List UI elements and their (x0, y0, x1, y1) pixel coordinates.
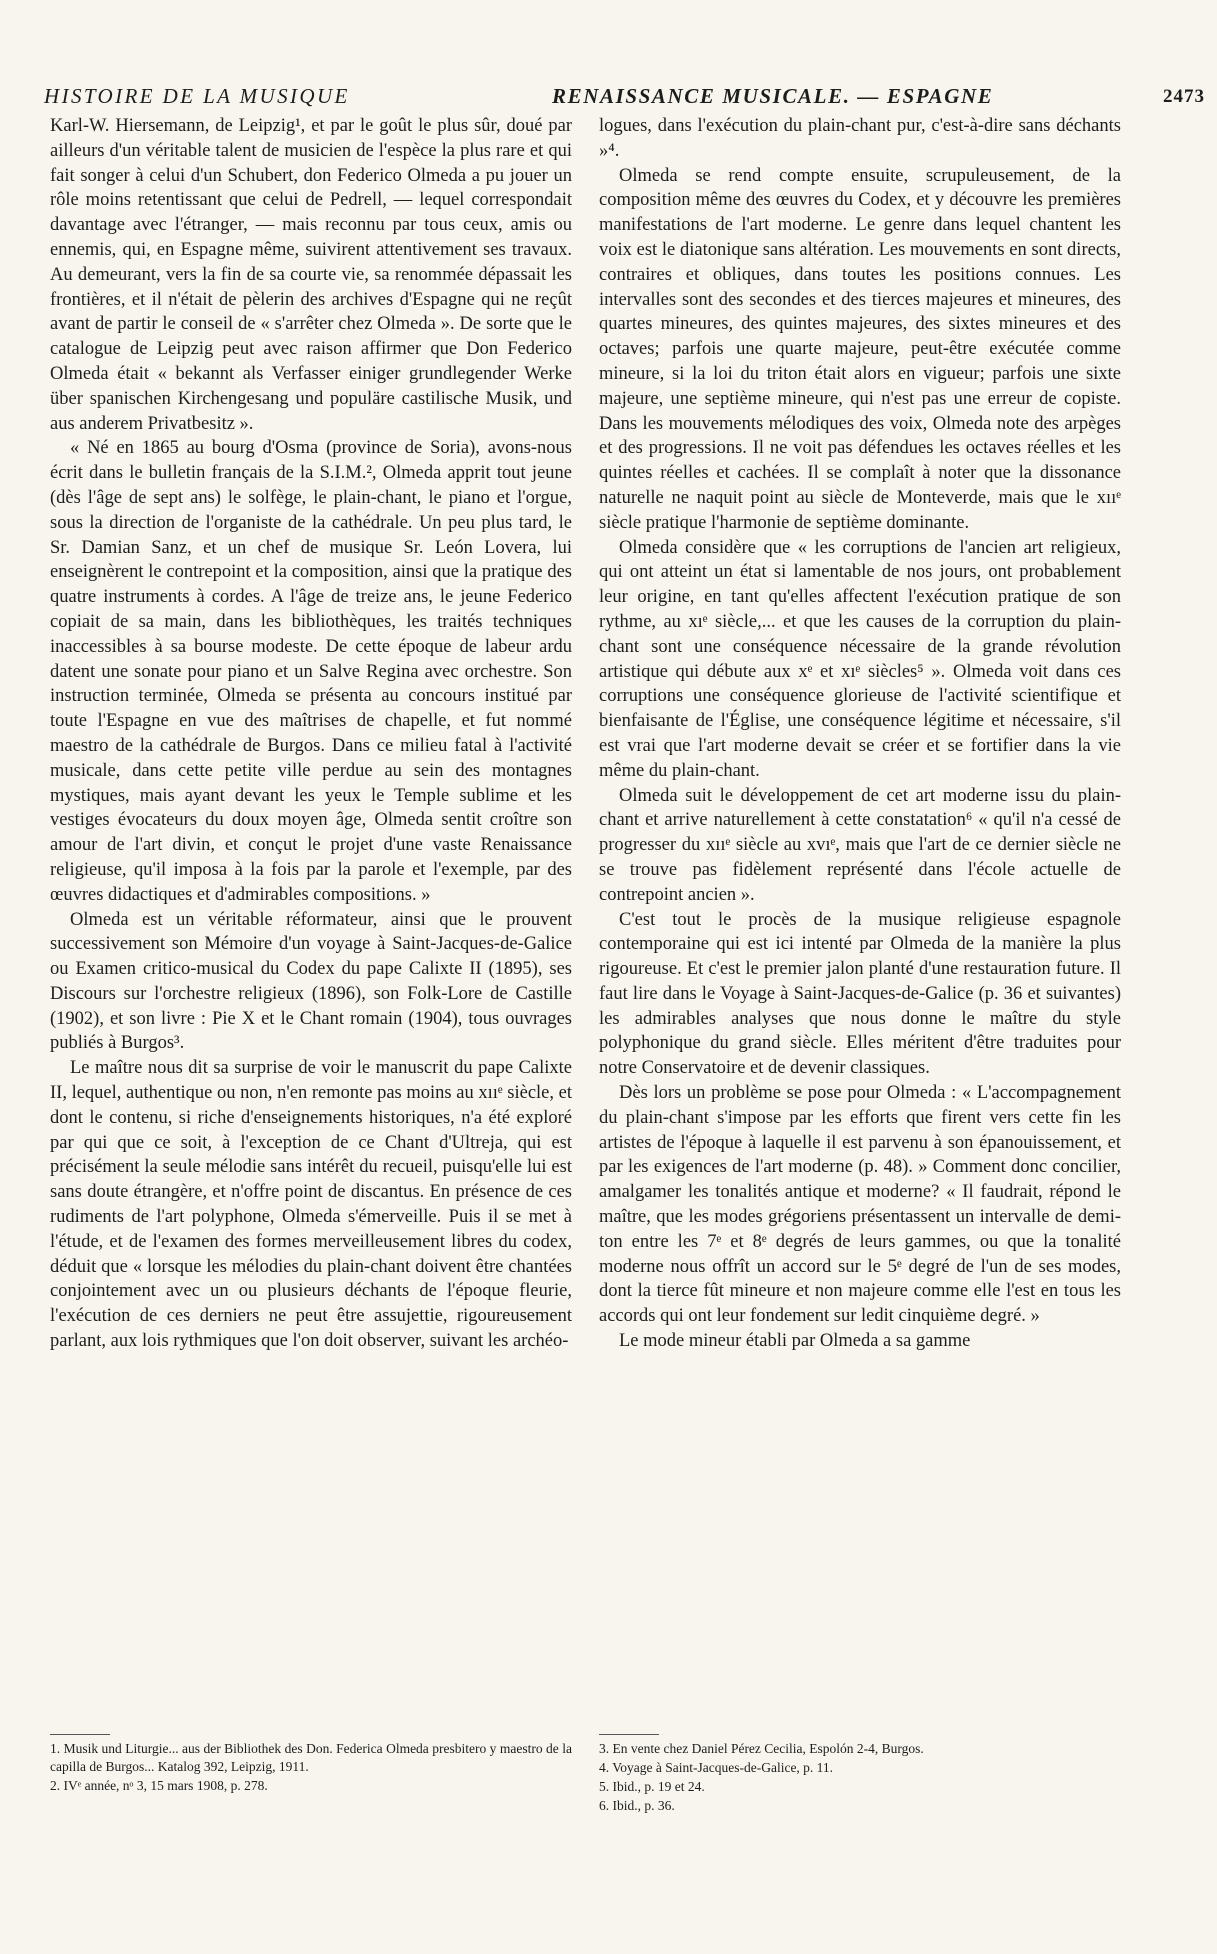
paragraph: C'est tout le procès de la musique religieuse espagnole contemporaine qui est ici intenté par Olmeda de la manière la plus rigoureuse. Et c'est le premier jalon planté d'une restauration future. Il faut lire dans le Voyage à Saint-Jacques-de-Galice (p. 36 et suivantes) les admirables analyses que nous donne le maître du style polyphonique du grand siècle. Elles méritent d'être traduites pour notre Conservatoire et de devenir classiques. (599, 909, 1121, 1079)
running-head-left: HISTOIRE DE LA MUSIQUE (44, 84, 350, 108)
footnote: 6. Ibid., p. 36. (599, 1798, 675, 1813)
paragraph: logues, dans l'exécution du plain-chant pur, c'est-à-dire sans déchants »⁴. (599, 116, 1121, 161)
page-number: 2473 (1163, 86, 1205, 107)
left-column (50, 114, 572, 1354)
footnote: 1. Musik und Liturgie... aus der Bibliothek des Don. Federica Olmeda presbitero y maestro de la capilla de Burgos... Katalog 392, Leipzig, 1911. (50, 1741, 572, 1774)
paragraph: Le mode mineur établi par Olmeda a sa gamme (619, 1331, 971, 1352)
paragraph: Olmeda se rend compte ensuite, scrupuleusement, de la composition même des œuvres du Codex, et y découvre les premières manifestations de l'art moderne. Le genre dans lequel chantent les voix est le diatonique sans altération. Les mouvements en sont directs, contraires et obliques, dans toutes les positions connues. Les intervalles sont des secondes et des tierces majeures et mineures, des quartes mineures, des quintes majeures, des sixtes mineures et des octaves; parfois une quarte majeure, peut-être exécutée comme mineure, si la loi du triton était alors en vigueur; parfois une sixte majeure, une septième mineure, qui n'est pas une erreur de copiste. Dans les mouvements mélodiques des voix, Olmeda note des arpèges et des progressions. Il ne voit pas défendues les octaves réelles et les quintes réelles et cachées. Il se complaît à noter que la dissonance naturelle ne naquit point au siècle de Monteverde, mais que le xııᵉ siècle pratique l'harmonie de septième dominante. (599, 165, 1121, 533)
footnotes-right (599, 1740, 1121, 1816)
paragraph: Dès lors un problème se pose pour Olmeda : « L'accompagnement du plain-chant s'impose par les efforts que firent vers cette fin les artistes de l'époque à laquelle il est parvenu à son épanouissement, et par les exigences de l'art moderne (p. 48). » Comment donc concilier, amalgamer les tonalités antique et moderne? « Il faudrait, répond le maître, que les modes grégoriens présentassent un intervalle de demi-ton entre les 7ᵉ et 8ᵉ degrés de leurs gammes, ou que la tonalité moderne nous offrît un accord sur le 5ᵉ degré de l'un de ses modes, dont la tierce fût mineure et non majeure comme elle l'est en tous les accords qui ont leur fondement sur ledit cinquième degré. » (599, 1083, 1121, 1327)
footnote-rule (599, 1734, 659, 1735)
footnote: 2. IVᵉ année, nᵒ 3, 15 mars 1908, p. 278. (50, 1778, 268, 1793)
paragraph: Olmeda considère que « les corruptions de l'ancien art religieux, qui ont atteint un état si lamentable de nos jours, ont probablement leur origine, en tant qu'elles affectent l'exécution pratique de son rythme, au xıᵉ siècle,... et que les causes de la corruption du plain-chant sont une conséquence nécessaire de la grande révolution artistique qui débute aux xᵉ et xıᵉ siècles⁵ ». Olmeda voit dans ces corruptions une conséquence glorieuse de l'activité scientifique et bienfaisante de l'Église, une conséquence légitime et nécessaire, s'il est vrai que l'art moderne devait se créer et se fortifier dans la vie même du plain-chant. (599, 537, 1121, 781)
paragraph: « Né en 1865 au bourg d'Osma (province de Soria), avons-nous écrit dans le bulletin français de la S.I.M.², Olmeda apprit tout jeune (dès l'âge de sept ans) le solfège, le plain-chant, le piano et l'orgue, sous la direction de l'organiste de la cathédrale. Un peu plus tard, le Sr. Damian Sanz, et un chef de musique Sr. León Lovera, lui enseignèrent le contrepoint et la composition, ainsi que la pratique des quatre instruments à cordes. A l'âge de treize ans, le jeune Federico copiait de sa main, dans les bibliothèques, les traités techniques inaccessibles à sa bourse modeste. De cette époque de labeur ardu datent une sonate pour piano et un Salve Regina avec orchestre. Son instruction terminée, Olmeda se présenta au concours institué par toute l'Espagne en vue des maîtrises de chapelle, et fut nommé maestro de la cathédrale de Burgos. Dans ce milieu fatal à l'activité musicale, dans cette petite ville perdue au sein des montagnes mystiques, mais ayant devant les yeux le Temple sublime et les vestiges évocateurs du doux moyen âge, Olmeda sentit croître son amour de l'art divin, et conçut le projet d'une vaste Renaissance religieuse, qu'il imposa à la fois par la parole et l'exemple, par des œuvres didactiques et d'admirables compositions. » (50, 438, 572, 905)
paragraph: Olmeda suit le développement de cet art moderne issu du plain-chant et arrive naturellement à cette constatation⁶ « qu'il n'a cessé de progresser du xııᵉ siècle au xvıᵉ, mais que l'art de ce dernier siècle ne se trouve pas fidèlement représenté dans l'école actuelle de contrepoint ancien ». (599, 785, 1121, 905)
paragraph: Le maître nous dit sa surprise de voir le manuscrit du pape Calixte II, lequel, authentique ou non, n'en remonte pas moins au xııᵉ siècle, et dont le contenu, si riche d'enseignements historiques, n'a été exploré par qui que ce soit, à l'exception de ce Chant d'Ultreja, qui est précisément la seule mélodie sans intérêt du recueil, puisqu'elle lui est sans doute étrangère, et n'offre point de discantus. En présence de ces rudiments de l'art polyphone, Olmeda s'émerveille. Puis il se met à l'étude, et de l'examen des formes merveilleusement libres du codex, déduit que « lorsque les mélodies du plain-chant doivent être chantées conjointement avec un ou plusieurs déchants de l'époque fleurie, l'exécution de ces derniers ne peut être assujettie, rigoureusement parlant, aux lois rythmiques que l'on doit observer, suivant les archéo- (50, 1058, 572, 1352)
footnote: 5. Ibid., p. 19 et 24. (599, 1779, 705, 1794)
footnote: 3. En vente chez Daniel Pérez Cecilia, Espolón 2-4, Burgos. (599, 1741, 924, 1756)
footnote: 4. Voyage à Saint-Jacques-de-Galice, p. 11. (599, 1760, 834, 1775)
paragraph: Olmeda est un véritable réformateur, ainsi que le prouvent successivement son Mémoire d'un voyage à Saint-Jacques-de-Galice ou Examen critico-musical du Codex du pape Calixte II (1895), ses Discours sur l'orchestre religieux (1896), son Folk-Lore de Castille (1902), et son livre : Pie X et le Chant romain (1904), tous ouvrages publiés à Burgos³. (50, 909, 572, 1054)
footnotes-left (50, 1740, 572, 1796)
right-column (599, 114, 1121, 1354)
paragraph: Karl-W. Hiersemann, de Leipzig¹, et par le goût le plus sûr, doué par ailleurs d'un véritable talent de musicien de l'espèce la plus rare et qui fait songer à celui d'un Schubert, don Federico Olmeda a pu jouer un rôle moins retentissant que celui de Pedrell, — lequel correspondait davantage avec l'étranger, — mais reconnu par tous ceux, amis ou ennemis, qui, en Espagne même, suivirent attentivement ses travaux. Au demeurant, vers la fin de sa courte vie, sa renommée dépassait les frontières, et il n'était de pèlerin des archives d'Espagne qui ne reçût avant de partir le conseil de « s'arrêter chez Olmeda ». De sorte que le catalogue de Leipzig peut avec raison affirmer que Don Federico Olmeda était « bekannt als Verfasser einiger grundlegender Werke über spanischen Kirchengesang und populäre castilische Musik, und aus anderem Privatbesitz ». (50, 116, 572, 434)
footnote-rule (50, 1734, 110, 1735)
running-head-right: RENAISSANCE MUSICALE. — ESPAGNE (552, 84, 994, 108)
